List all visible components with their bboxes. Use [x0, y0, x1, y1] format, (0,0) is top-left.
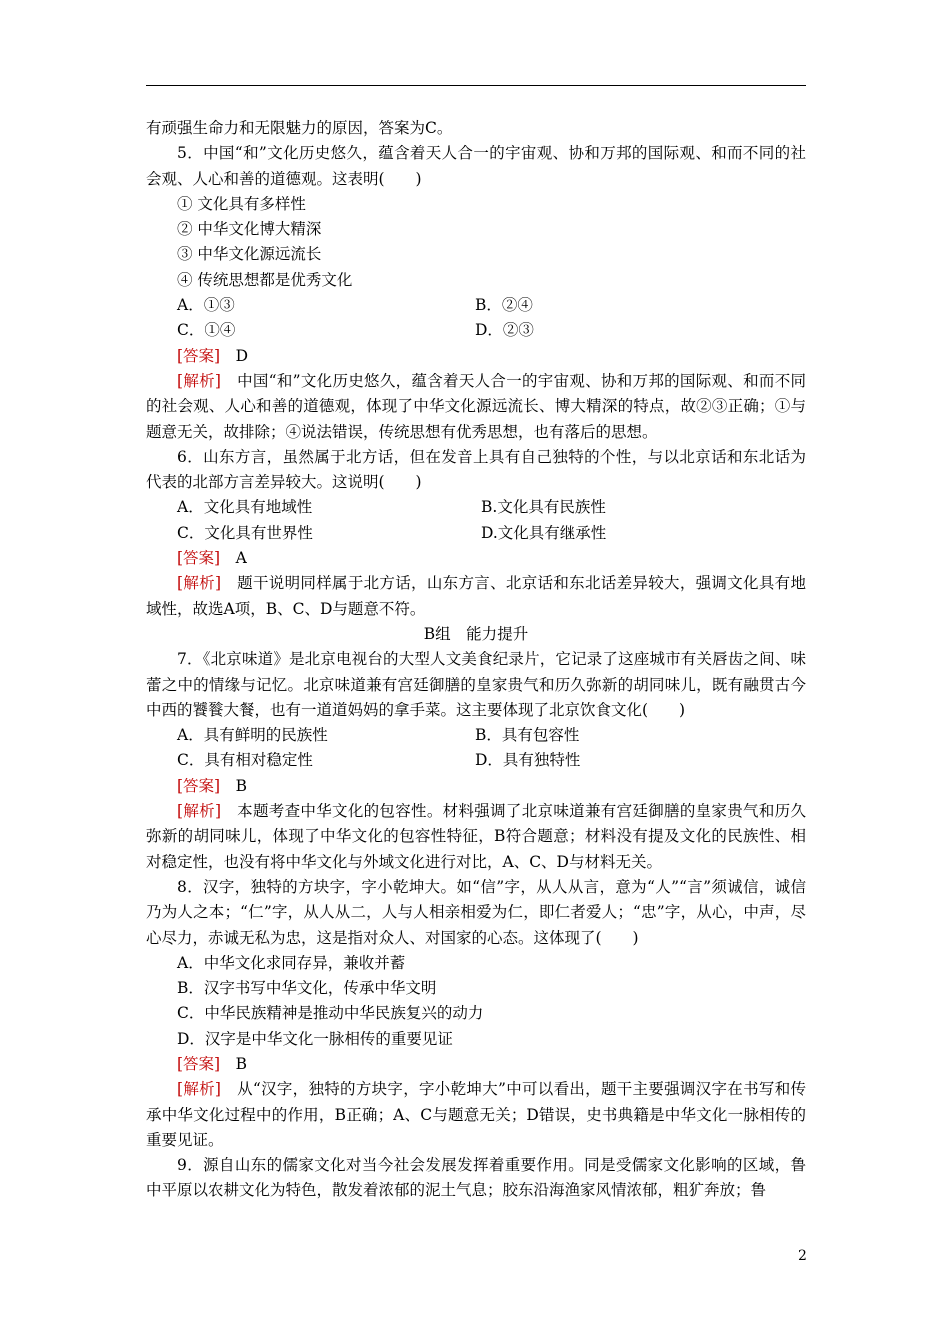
q7-option-c: C．具有相对稳定性	[177, 751, 313, 770]
page-content	[146, 116, 806, 1204]
q5-option-a: A．①③	[177, 296, 235, 315]
q8-analysis-text: 从“汉字，独特的方块字，字小乾坤大”中可以看出，题干主要强调汉字在书写和传承中华文化过程中的作用，B正确；A、C与题意无关；D错误，史书典籍是中华文化一脉相传的重要见证。	[146, 1080, 806, 1149]
q6-options-row-1	[146, 495, 806, 520]
page-number: 2	[798, 1248, 807, 1264]
q6-answer	[146, 546, 806, 571]
q6-option-c: C．文化具有世界性	[177, 523, 313, 542]
question-6: 6．山东方言，虽然属于北方话，但在发音上具有自己独特的个性，与以北京话和东北话为代表的北部方言差异较大。这说明( )	[146, 447, 806, 492]
q6-analysis-text: 题干说明同样属于北方话，山东方言、北京话和东北话差异较大，强调文化具有地域性，故选A项，B、C、D与题意不符。	[146, 574, 806, 618]
analysis-tag: [解析]	[177, 574, 222, 593]
answer-tag: [答案]	[177, 549, 221, 568]
q7-answer	[146, 774, 806, 799]
q8-option-d: D．汉字是中华文化一脉相传的重要见证	[177, 1029, 453, 1048]
q5-answer	[146, 344, 806, 369]
q6-option-a: A．文化具有地域性	[177, 498, 313, 517]
q5-analysis	[146, 369, 806, 445]
q6-option-d: D.文化具有继承性	[481, 523, 607, 542]
q7-options-row-1	[146, 723, 806, 748]
q6-answer-value: A	[220, 549, 247, 568]
question-7: 7．《北京味道》是北京电视台的大型人文美食纪录片，它记录了这座城市有关唇齿之间、味蕾之中的情缘与记忆。北京味道兼有宫廷御膳的皇家贵气和历久弥新的胡同味儿，既有融贯古今中西的饕餮大餐，也有一道道妈妈的拿手菜。这主要体现了北京饮食文化( )	[146, 650, 806, 719]
question-8: 8．汉字，独特的方块字，字小乾坤大。如“信”字，从人从言，意为“人”“言”须诚信，诚信乃为人之本；“仁”字，从人从二，人与人相亲相爱为仁，即仁者爱人；“忠”字，从心，中声，尽心尽力，赤诚无私为忠，这是指对众人、对国家的心态。这体现了( )	[146, 877, 806, 947]
q8-analysis	[146, 1077, 806, 1153]
q7-analysis-text: 本题考查中华文化的包容性。材料强调了北京味道兼有宫廷御膳的皇家贵气和历久弥新的胡同味儿，体现了中华文化的包容性特征，B符合题意；材料没有提及文化的民族性、相对稳定性，也没有将中华文化与外域文化进行对比，A、C、D与材料无关。	[146, 802, 806, 871]
q5-answer-value: D	[220, 346, 249, 365]
q5-analysis-text: 中国“和”文化历史悠久，蕴含着天人合一的宇宙观、协和万邦的国际观、和而不同的社会观、人心和善的道德观，体现了中华文化源远流长、博大精深的特点，故②③正确；①与题意无关，故排除；④说法错误，传统思想有优秀思想，也有落后的思想。	[146, 371, 806, 441]
q5-statement-4: ④ 传统思想都是优秀文化	[177, 270, 353, 289]
q6-options-row-2	[146, 521, 806, 546]
header-rule	[146, 85, 806, 86]
q5-statement-3: ③ 中华文化源远流长	[177, 245, 322, 264]
q8-answer	[146, 1052, 806, 1077]
q6-analysis	[146, 571, 806, 622]
question-9: 9．源自山东的儒家文化对当今社会发展发挥着重要作用。同是受儒家文化影响的区域，鲁中平原以农耕文化为特色，散发着浓郁的泥土气息；胶东沿海渔家风情浓郁，粗犷奔放；鲁	[146, 1156, 806, 1200]
q5-option-c: C．①④	[177, 321, 236, 340]
q7-answer-value: B	[220, 776, 247, 795]
analysis-tag: [解析]	[177, 371, 221, 390]
q8-option-c: C．中华民族精神是推动中华民族复兴的动力	[177, 1004, 484, 1023]
q7-options-row-2	[146, 748, 806, 773]
q5-options-row-1	[146, 293, 806, 318]
q5-options-row-2	[146, 318, 806, 343]
analysis-tag: [解析]	[177, 1080, 221, 1099]
q5-statement-1: ① 文化具有多样性	[177, 194, 306, 213]
answer-tag: [答案]	[177, 1054, 221, 1073]
q8-option-b: B．汉字书写中华文化，传承中华文明	[177, 979, 437, 998]
analysis-tag: [解析]	[177, 802, 222, 821]
section-heading: B组 能力提升	[423, 624, 529, 643]
q5-statement-2: ② 中华文化博大精深	[177, 220, 322, 239]
text-line: 有顽强生命力和无限魅力的原因，答案为C。	[146, 119, 453, 137]
q7-option-d: D．具有独特性	[475, 751, 581, 770]
q8-option-a: A．中华文化求同存异，兼收并蓄	[177, 953, 406, 972]
q5-option-d: D．②③	[475, 321, 534, 340]
answer-tag: [答案]	[177, 776, 221, 795]
q7-analysis	[146, 799, 806, 875]
q7-option-a: A．具有鲜明的民族性	[177, 726, 328, 745]
q6-option-b: B.文化具有民族性	[481, 498, 606, 517]
question-5: 5．中国“和”文化历史悠久，蕴含着天人合一的宇宙观、协和万邦的国际观、和而不同的社会观、人心和善的道德观。这表明( )	[146, 144, 806, 188]
q8-answer-value: B	[220, 1054, 247, 1073]
q7-option-b: B．具有包容性	[475, 726, 580, 745]
q5-option-b: B．②④	[475, 296, 533, 315]
answer-tag: [答案]	[177, 346, 221, 365]
